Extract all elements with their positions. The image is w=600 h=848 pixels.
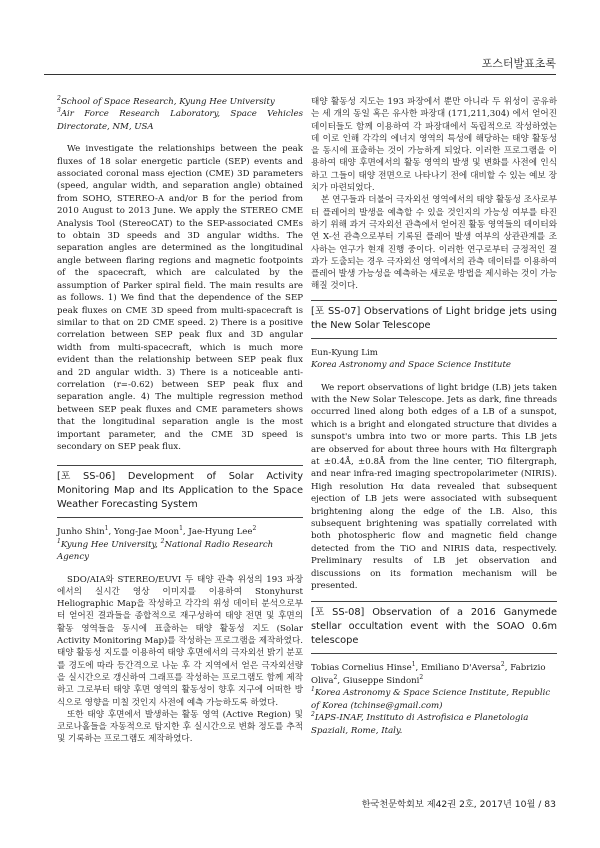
affiliation-ss07: Korea Astronomy and Space Science Institute bbox=[311, 360, 512, 371]
abstract-body: We report observations of light bridge (LB) jets taken with the New Solar Telescope. Jets as dark, fine threads occurred lined along both edges of a LB of a sunspot, which is a bright and elongated structure that divides a sunspot's umbra into two or more parts. This LB jets are observed for about three hours with Hα filtergraph at ±0.4Å, ±0.8Å from the line center, TiO filtergraph, and near infra-red imaging spectropolarimeter (NIRIS). High resolution Hα data revealed that subsequent ejection of LB jets were associated with subsequent brightening along the edge of the LB. Also, this subsequent brightening was spatially correlated with both photospheric flow and magnetic field change detected from the TiO and NIRIS data, respectively. Preliminary results of LB jet observation and discussions on its formation mechanism will be presented. bbox=[311, 382, 557, 592]
abstract-title-ss07: [포 SS-07] Observations of Light bridge jets using the New Solar Telescope bbox=[311, 305, 557, 331]
section-rule bbox=[311, 338, 557, 339]
affiliations-ss06: $^1$Kyung Hee University, $^2$National Radio Research Agency bbox=[57, 537, 274, 563]
affiliation-line: $^3$Air Force Research Laboratory, Space Vehicles Directorate, NM, USA bbox=[57, 107, 303, 132]
author-name: Emiliano D'Aversa bbox=[420, 663, 501, 674]
abstract-body: We investigate the relationships between the peak fluxes of 18 solar energetic particle (SEP) events and associated coronal mass ejection (CME) 3D parameters (speed, angular width, and separation angle) obtained from SOHO, STEREO-A and/or B for the period from 2010 August to 2013 June. We apply the STEREO CME Analysis Tool (StereoCAT) to the SEP-associated CMEs to obtain 3D speeds and 3D angular widths. The separation angles are determined as the longitudinal angle between flaring regions and magnetic footpoints of the spacecraft, which are calculated by the assumption of Parker spiral field. The main results are as follows. 1) We find that the dependence of the SEP peak fluxes on CME 3D speed from multi-spacecraft is similar to that on 2D CME speed. 2) There is a positive correlation between SEP peak flux and 3D angular width from multi-spacecraft, which is much more evident than the relationship between SEP peak flux and 2D angular width. 3) There is a noticeable anti-correlation (r=-0.62) between SEP peak flux and separation angle. 4) The multiple regression method between SEP peak fluxes and CME parameters shows that the longitudinal separation angle is the most important parameter, and the CME 3D speed is secondary on SEP peak flux. bbox=[57, 144, 303, 452]
author-name: Tobias Cornelius Hinse bbox=[311, 663, 412, 674]
abstract-body-ko: 태양 활동성 지도는 193 파장에서 뿐만 아니라 두 위성이 공유하는 세 개의 동일 혹은 유사한 파장대 (171,211,304) 에서 얻어진 데이터들도 함께 이용하여 각 파장대에서 독립적으로 작성하였는데 이로 인해 각각의 에너지 영역의 특성에 해당하는 태양 활동성을 동시에 표출하는 것이 가능하게 되었다. 이러한 프로그램을 이용하여 태양 후면에서의 활동 영역의 발생 및 변화를 사전에 인식하고 그들이 태양 전면으로 나타나기 전에 대비할 수 있는 예보 장치가 마련되었다. bbox=[311, 97, 557, 194]
author-sup: 2 bbox=[252, 525, 257, 533]
abstract-body-ko: SDO/AIA와 STEREO/EUVI 두 태양 관측 위성의 193 파장에서의 실시간 영상 이미지를 이용하여 Stonyhurst Heliographic Map을 작성하고 각각의 위성 데이터 분석으로부터 얻어진 결과들을 종합적으로 재구성하여 태양 전면 및 후면의 활동 영역들을 동시에 표출하는 태양 활동성 지도 (Solar Activity Monitoring Map)를 작성하는 프로그램을 제작하였다. 태양 활동성 지도를 이용하여 태양 후면에서의 극자외선 밝기 분포를 경도에 따라 등간격으로 나눈 후 각 지역에서 얻은 극자외선량을 실시간으로 갱신하여 그래프를 작성하는 프로그램도 함께 제작하고 그로부터 태양 후면 영역의 활동성이 향후 지구에 어떠한 방식으로 영향을 미칠 것인지 사전에 예측 가능하도록 하였다. bbox=[57, 574, 303, 708]
abstract-title-ss06: [포 SS-06] Development of Solar Activity Monitoring Map and Its Application to the Space Weather Forecasting System bbox=[57, 471, 303, 511]
affiliation-1: Kyung Hee University bbox=[60, 539, 156, 550]
section-rule bbox=[311, 300, 557, 301]
affiliation-line: $^2$School of Space Research, Kyung Hee University bbox=[57, 95, 275, 107]
right-column bbox=[311, 96, 557, 737]
section-rule bbox=[57, 465, 303, 466]
author-sup: 1 bbox=[179, 525, 183, 533]
abstract-title-ss08: [포 SS-08] Observation of a 2016 Ganymede stellar occultation event with the SOAO 0.6m telescope bbox=[311, 607, 557, 647]
affiliation-2: IAPS-INAF, Instituto di Astrofisica e Planetologia Spaziali, Rome, Italy. bbox=[311, 713, 529, 736]
section-header: 포스터발표초록 bbox=[481, 57, 556, 70]
author-sup: 2 bbox=[419, 674, 424, 682]
affiliation-2: School of Space Research, Kyung Hee University bbox=[60, 97, 275, 107]
abstract-body-ko: 또한 태양 후면에서 발생하는 활동 영역 (Active Region) 및 코로나홀들을 자동적으로 탐지한 후 실시간으로 변화 정도를 추적 및 기록하는 프로그램도 제작하였다. bbox=[57, 709, 303, 745]
affiliation-1: Korea Astronomy & Space Science Institute, Republic of Korea (tchinse@gmail.com) bbox=[311, 688, 551, 711]
author-ss07: Eun-Kyung Lim bbox=[311, 347, 378, 358]
left-column bbox=[57, 96, 303, 746]
author-name: Jae-Hyung Lee bbox=[188, 527, 253, 538]
header-rule bbox=[44, 74, 556, 75]
author-list-ss06: Junho Shin$^1$, Yong-Jae Moon$^1$, Jae-Hyung Lee$^2$ bbox=[57, 525, 257, 538]
author-sup: 1 bbox=[411, 661, 416, 669]
author-sup: 2 bbox=[500, 661, 505, 669]
page-footer: 한국천문학회보 제42권 2호, 2017년 10월 / 83 bbox=[361, 799, 556, 810]
author-sup: 2 bbox=[333, 674, 338, 682]
affiliation-2: National Radio Research Agency bbox=[57, 539, 274, 563]
author-name: Giuseppe Sindoni bbox=[342, 675, 420, 686]
affiliation-line: $^2$IAPS-INAF, Instituto di Astrofisica e Planetologia Spaziali, Rome, Italy. bbox=[311, 711, 529, 736]
affiliation-line: $^1$Korea Astronomy & Space Science Institute, Republic of Korea (tchinse@gmail.com) bbox=[311, 686, 551, 711]
author-name: Fabrizio Oliva bbox=[311, 663, 546, 686]
section-rule bbox=[311, 601, 557, 602]
author-list-ss08: Tobias Cornelius Hinse$^1$, Emiliano D'Aversa$^2$, Fabrizio Oliva$^2$, Giuseppe Sindoni$^2$ bbox=[311, 661, 546, 686]
author-sup: 1 bbox=[104, 525, 109, 533]
section-rule bbox=[57, 517, 303, 518]
affiliation-3: Air Force Research Laboratory, Space Vehicles Directorate, NM, USA bbox=[57, 109, 303, 132]
author-name: Yong-Jae Moon bbox=[113, 527, 180, 538]
abstract-body-ko: 본 연구들과 더불어 극자외선 영역에서의 태양 활동성 조사로부터 플레어의 발생을 예측할 수 있을 것인지의 가능성 여부를 타진하기 위해 과거 극자외선 관측에서 얻어진 활동 영역들의 데이터와 연 X-선 관측으로부터 기록된 플레어 발생 여부의 상관관계를 조사하는 연구가 현재 진행 중이다. 이러한 연구로부터 긍정적인 결과가 도출되는 경우 극자외선 영역에서의 관측 데이터를 이용하여 플레어 발생 가능성을 예측하는 새로운 방법을 제시하는 것이 가능해질 것이다. bbox=[311, 195, 557, 292]
author-name: Junho Shin bbox=[57, 527, 105, 538]
section-rule bbox=[311, 653, 557, 654]
